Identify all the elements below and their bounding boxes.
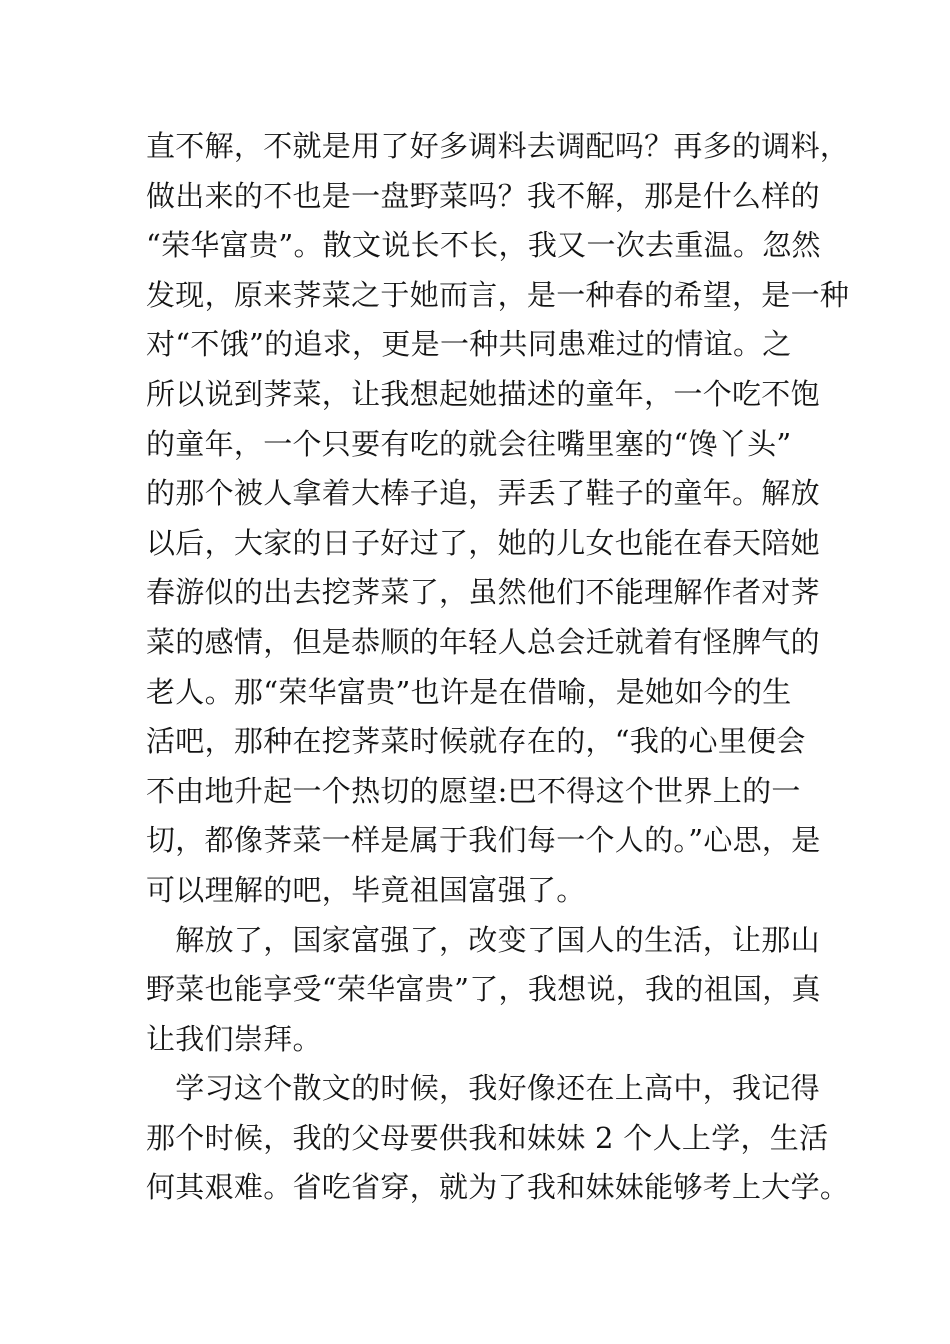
text-line: 解放了，国家富强了，改变了国人的生活，让那山 <box>146 922 820 957</box>
text-line: 切，都像荠菜一样是属于我们每一个人的。”心思，是 <box>146 823 821 858</box>
text-line: 菜的感情，但是恭顺的年轻人总会迁就着有怪脾气的 <box>146 624 820 659</box>
text-line: 的童年，一个只要有吃的就会往嘴里塞的“馋丫头” <box>146 426 792 461</box>
text-line: 春游似的出去挖荠菜了，虽然他们不能理解作者对荠 <box>146 575 820 610</box>
text-line: 直不解，不就是用了好多调料去调配吗？再多的调料， <box>146 129 850 163</box>
text-line: 何其艰难。省吃省穿，就为了我和妹妹能够考上大学。 <box>146 1170 850 1205</box>
text-line: 对“不饿”的追求，更是一种共同患难过的情谊。之 <box>146 327 792 362</box>
text-line: 让我们崇拜。 <box>146 1021 322 1056</box>
text-line: 以后，大家的日子好过了，她的儿女也能在春天陪她 <box>146 525 820 560</box>
text-line: 发现，原来荠菜之于她而言，是一种春的希望，是一种 <box>146 277 850 312</box>
text-line: 活吧，那种在挖荠菜时候就存在的，“我的心里便会 <box>146 724 806 759</box>
text-line: 可以理解的吧，毕竟祖国富强了。 <box>146 872 586 907</box>
text-line: 那个时候，我的父母要供我和妹妹 2 个人上学，生活 <box>146 1120 829 1155</box>
document-body <box>146 122 850 1213</box>
text-line: 老人。那“荣华富贵”也许是在借喻，是她如今的生 <box>146 674 792 709</box>
text-line: 不由地升起一个热切的愿望:巴不得这个世界上的一 <box>146 773 801 808</box>
text-line: 学习这个散文的时候，我好像还在上高中，我记得 <box>146 1071 820 1106</box>
text-line: 的那个被人拿着大棒子追，弄丢了鞋子的童年。解放 <box>146 476 820 511</box>
text-line: “荣华富贵”。散文说长不长，我又一次去重温。忽然 <box>146 228 821 263</box>
text-line: 做出来的不也是一盘野菜吗？我不解，那是什么样的 <box>146 178 820 213</box>
text-line: 野菜也能享受“荣华富贵”了，我想说，我的祖国，真 <box>146 972 821 1007</box>
text-line: 所以说到荠菜，让我想起她描述的童年，一个吃不饱 <box>146 376 820 411</box>
